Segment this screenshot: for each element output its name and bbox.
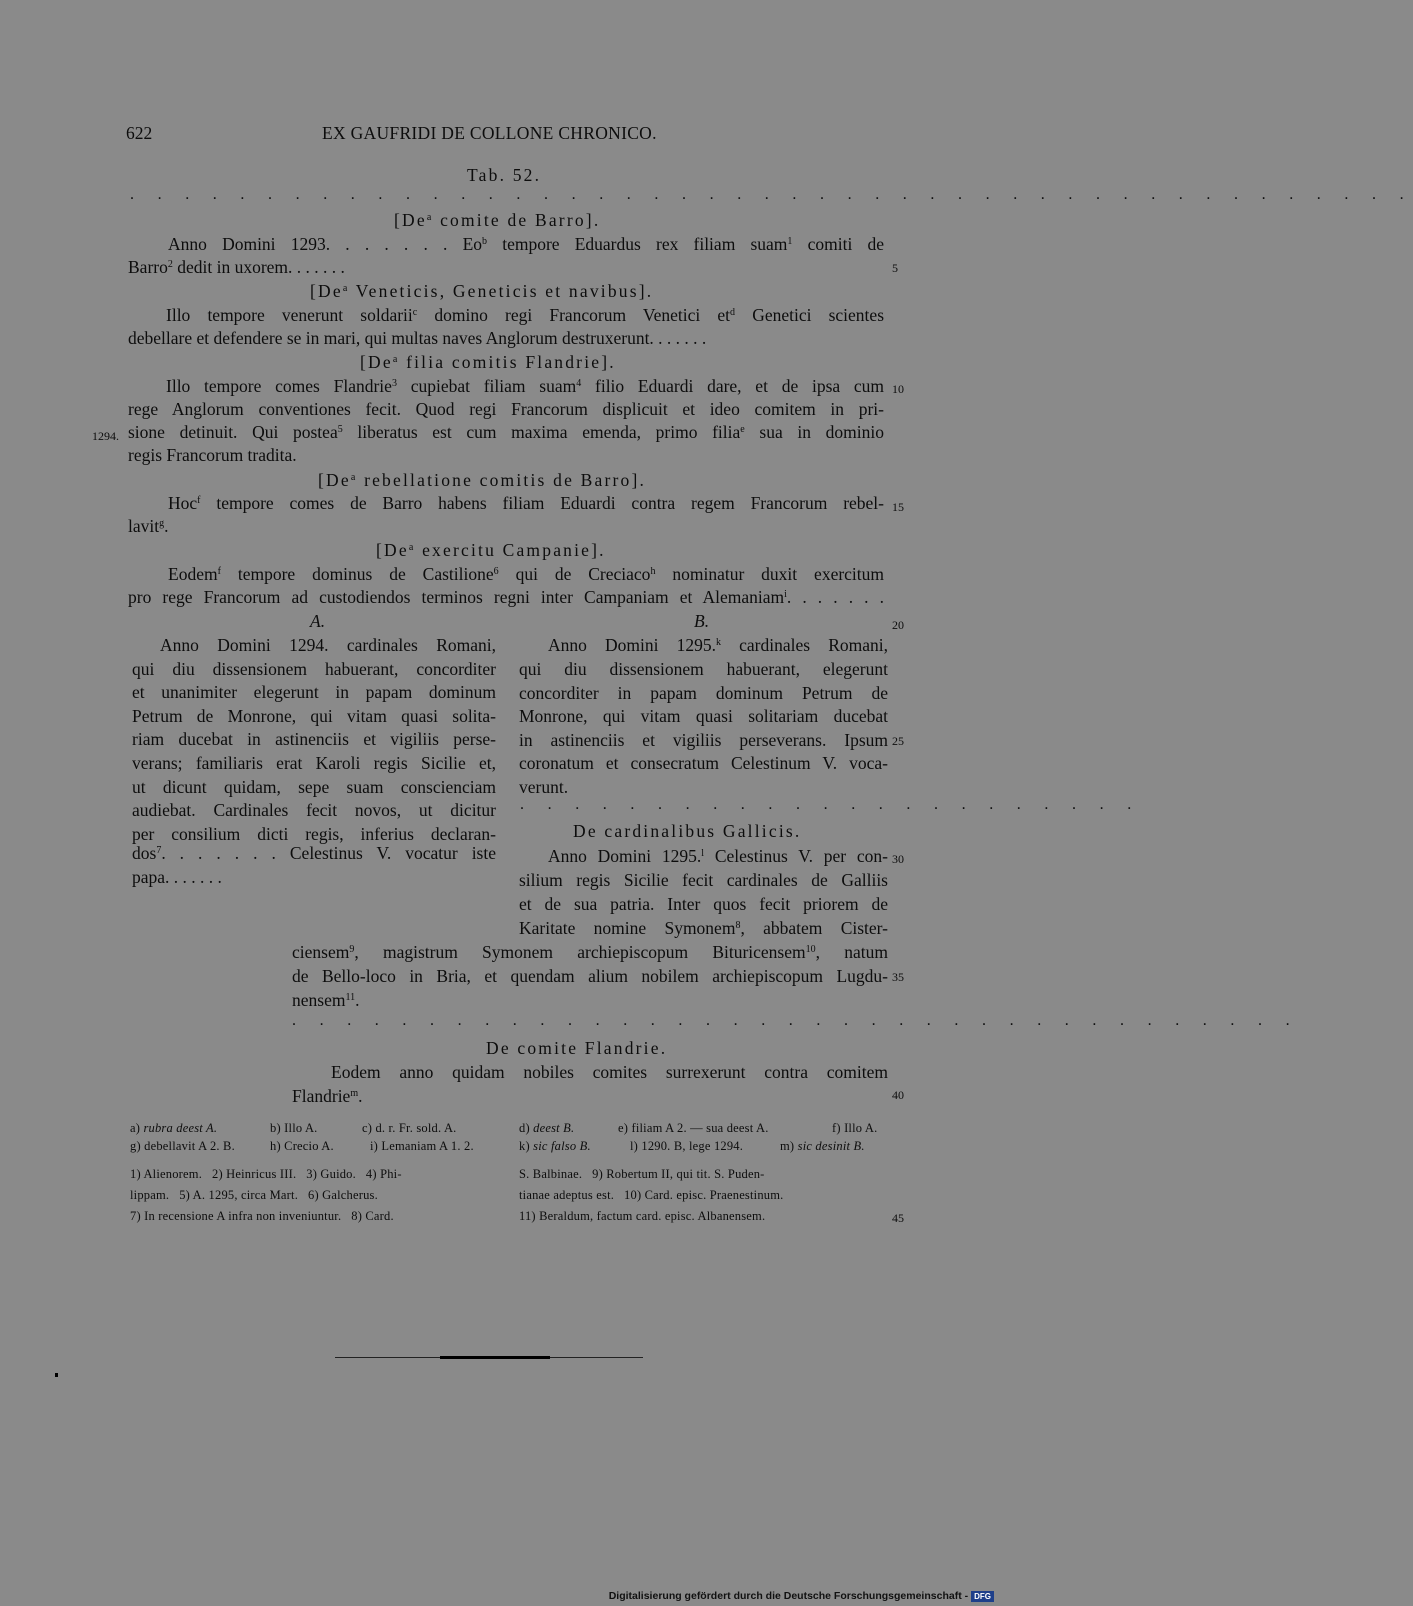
text-line: ciensem$^9$, magistrum Symonem archiepiscopum Bituricensem$^{10}$, natum [292, 942, 889, 962]
footer-credit [609, 1590, 994, 1602]
text-line: nensem$^{11}$. [292, 990, 360, 1010]
line-number: 15 [892, 500, 904, 514]
text-line: Karitate nomine Symonem$^8$, abbatem Cister- [519, 918, 888, 938]
footnote-line: l) 1290. B, lege 1294. [630, 1139, 744, 1153]
table-label: Tab. 52. [467, 165, 542, 185]
page-number: 622 [126, 123, 153, 143]
dotted-separator: . . . . . . . . . . . . . . . . . . . . . . . [520, 796, 1141, 813]
text-line: verunt. [519, 777, 569, 797]
text-line: et de sua patria. Inter quos fecit priorem de [519, 894, 888, 914]
dfg-logo-icon: DFG [971, 1591, 994, 1602]
text-line: verans; familiaris erat Karoli regis Sicilie et, [132, 753, 496, 773]
text-line: Flandrie$^m$. [292, 1086, 363, 1106]
footnote-line: c) d. r. Fr. sold. A. [362, 1121, 457, 1135]
footnote-line: k) sic falso B. [519, 1139, 591, 1153]
text-line: pro rege Francorum ad custodiendos terminos regni inter Campaniam et Alemaniam$^i$. . . . . . . [128, 587, 884, 607]
line-number: 25 [892, 734, 904, 748]
text-line: qui diu dissensionem habuerant, elegerunt [519, 659, 888, 679]
line-number: 35 [892, 970, 904, 984]
text-line: Anno Domini 1295.$^k$ cardinales Romani, [548, 635, 888, 655]
line-number: 30 [892, 852, 904, 866]
text-line: Barro$^2$ dedit in uxorem. . . . . . . [128, 257, 345, 277]
credit-text: Digitalisierung gefördert durch die Deutsche Forschungsgemeinschaft - [608, 1590, 969, 1602]
text-line: papa. . . . . . . [132, 867, 222, 887]
text-line: qui diu dissensionem habuerant, concorditer [132, 658, 496, 679]
text-line: Anno Domini 1293. . . . . . . Eo$^b$ tempore Eduardus rex filiam suam$^1$ comiti de [168, 234, 885, 254]
text-line: lavit$^g$. [128, 516, 169, 536]
text-line: riam ducebat in astinenciis et vigiliis perse- [132, 729, 496, 750]
dotted-separator: . . . . . . . . . . . . . . . . . . . . . . . . . . . . . . . . . . . . . [292, 1012, 1300, 1029]
footnote-numbered: S. Balbinae. 9) Robertum II, qui tit. S. Puden- [519, 1167, 765, 1181]
text-line: Anno Domini 1295.$^l$ Celestinus V. per con- [548, 846, 888, 866]
text-line: Hoc$^f$ tempore comes de Barro habens filiam Eduardi contra regem Francorum rebel- [168, 493, 884, 513]
text-line: debellare et defendere se in mari, qui multas naves Anglorum destruxerunt. . . . . . . [128, 328, 707, 348]
text-line: silium regis Sicilie fecit cardinales de Galliis [519, 870, 888, 890]
text-line: Monrone, qui vitam quasi solitariam ducebat [519, 706, 888, 727]
line-number: 20 [892, 618, 904, 632]
text-line: rege Anglorum conventiones fecit. Quod regi Francorum displicuit et ideo comitem in pri- [128, 399, 884, 419]
footnote-line: i) Lemaniam A 1. 2. [370, 1139, 474, 1153]
footnote-line: h) Crecio A. [270, 1139, 334, 1153]
text-line: regis Francorum tradita. [128, 445, 297, 465]
text-line: Anno Domini 1294. cardinales Romani, [160, 635, 496, 655]
text-line: Eodem$^f$ tempore dominus de Castilione$^6$ qui de Creciaco$^h$ nominatur duxit exercitum [168, 564, 885, 584]
decorative-rule [440, 1356, 550, 1359]
footnote-numbered: tianae adeptus est. 10) Card. episc. Praenestinum. [519, 1188, 784, 1202]
column-a-label: A. [310, 611, 326, 631]
section-heading-cardinalibus: De cardinalibus Gallicis. [573, 821, 802, 841]
footnote-numbered: 7) In recensione A infra non inveniuntur. 8) Card. [130, 1209, 394, 1223]
text-line: sione detinuit. Qui postea$^5$ liberatus est cum maxima emenda, primo filia$^e$ sua in dominio [128, 422, 884, 442]
footnote-line: d) deest B. [519, 1121, 575, 1135]
section-heading-rebellatione: [De$^a$ rebellatione comitis de Barro]. [318, 470, 647, 490]
footnote-line: a) rubra deest A. [130, 1121, 218, 1135]
text-line: dos$^7$. . . . . . . Celestinus V. vocatur iste [132, 843, 496, 863]
line-number: 40 [892, 1088, 904, 1102]
text-line: per consilium dicti regis, inferius declaran- [132, 823, 496, 844]
text-line: concorditer in papam dominum Petrum de [519, 682, 888, 703]
footnote-line: b) Illo A. [270, 1121, 318, 1135]
section-heading-campanie: [De$^a$ exercitu Campanie]. [376, 540, 606, 560]
footnote-numbered: lippam. 5) A. 1295, circa Mart. 6) Galcherus. [130, 1188, 378, 1202]
section-heading-flandrie: De comite Flandrie. [486, 1038, 668, 1058]
text-line: de Bello-loco in Bria, et quendam alium nobilem archiepiscopum Lugdu- [292, 966, 888, 986]
margin-year: 1294. [92, 429, 119, 443]
footnote-numbered: 11) Beraldum, factum card. episc. Albanensem. [519, 1209, 766, 1223]
text-line: ut dicunt quidam, sepe suam conscienciam [132, 776, 496, 797]
footnote-line: m) sic desinit B. [780, 1139, 865, 1153]
dotted-separator: . . . . . . . . . . . . . . . . . . . . . . . . . . . . . . . . . . . . . . . . . . . . . . . [130, 186, 1413, 203]
footnote-line: g) debellavit A 2. B. [130, 1139, 235, 1153]
line-number: 45 [892, 1211, 904, 1225]
text-line: audiebat. Cardinales fecit novos, ut dicitur [132, 800, 496, 821]
section-heading-barro: [De$^a$ comite de Barro]. [394, 210, 601, 230]
footnote-line: e) filiam A 2. — sua deest A. [618, 1121, 769, 1135]
section-heading-veneticis: [De$^a$ Veneticis, Geneticis et navibus]. [310, 281, 654, 301]
text-line: et unanimiter elegerunt in papam dominum [132, 682, 496, 703]
footnote-numbered: 1) Alienorem. 2) Heinricus III. 3) Guido. 4) Phi- [130, 1167, 402, 1181]
footnote-line: f) Illo A. [832, 1121, 878, 1135]
speck [55, 1373, 58, 1377]
text-line: Petrum de Monrone, qui vitam quasi solita- [132, 705, 496, 726]
text-line: coronatum et consecratum Celestinum V. voca- [519, 753, 888, 774]
running-title: EX GAUFRIDI DE COLLONE CHRONICO. [322, 123, 657, 143]
text-line: Eodem anno quidam nobiles comites surrexerunt contra comitem [331, 1062, 888, 1082]
line-number: 10 [892, 382, 904, 396]
text-line: in astinenciis et vigiliis perseverans. Ipsum [519, 729, 888, 750]
text-line: Illo tempore venerunt soldarii$^c$ domino regi Francorum Venetici $et^d$ Genetici scientes [166, 305, 884, 325]
text-line: Illo tempore comes Flandrie$^3$ cupiebat filiam suam$^4$ filio Eduardi dare, et de ipsa cum [166, 376, 885, 396]
section-heading-filia: [De$^a$ filia comitis Flandrie]. [360, 352, 616, 372]
line-number: 5 [892, 261, 898, 275]
column-b-label: B. [694, 611, 710, 631]
